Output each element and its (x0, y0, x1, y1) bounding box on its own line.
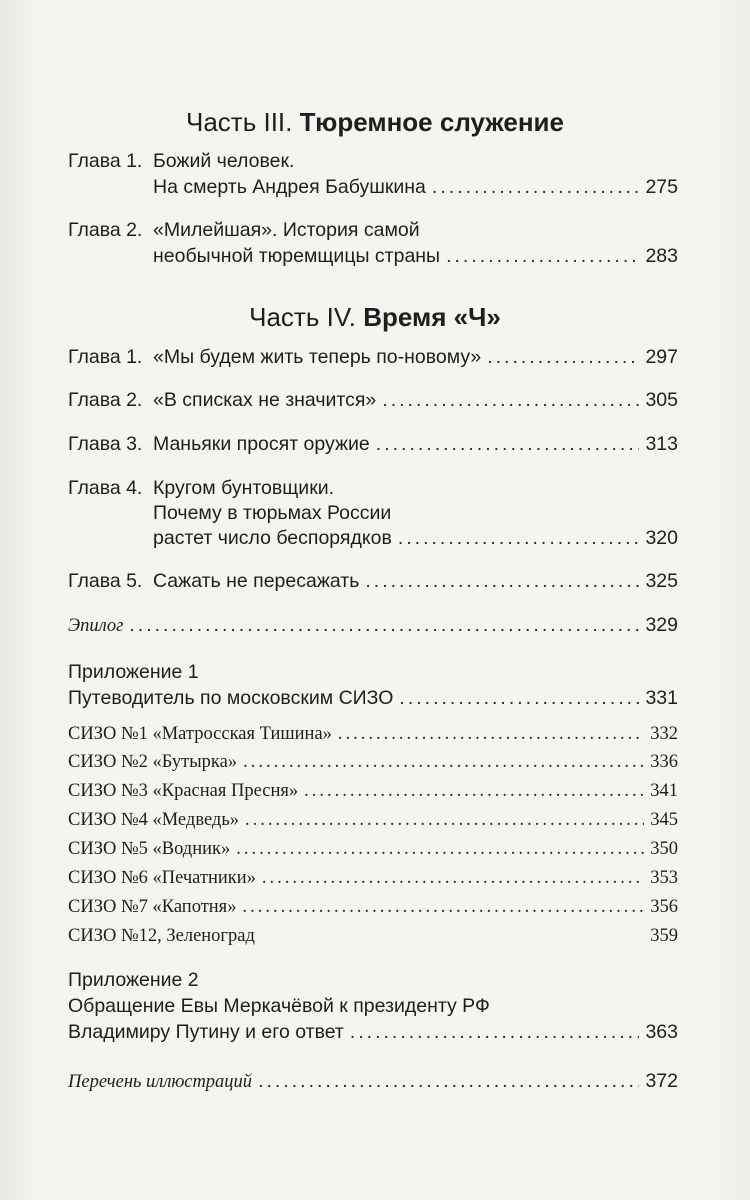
toc-entry-sizo[interactable] (68, 836, 678, 862)
toc-entry-text: Перечень иллюстраций (68, 1072, 253, 1092)
toc-entry-text: СИЗО №1 «Матросская Тишина» (68, 724, 332, 744)
toc-entry-text: СИЗО №7 «Капотня» (68, 897, 237, 917)
toc-entry-epilogue[interactable] (68, 612, 678, 638)
toc-entry-sizo[interactable] (68, 865, 678, 891)
leader-dots (376, 431, 640, 457)
leader-dots (446, 243, 639, 269)
toc-entry-text: Эпилог (68, 616, 124, 636)
part-3-prefix: Часть III. (186, 107, 293, 137)
toc-page-number: 305 (645, 389, 678, 411)
part-4-name: Время «Ч» (363, 302, 501, 332)
toc-entry-text: Маньяки просят оружие (153, 433, 370, 455)
toc-entry-text: СИЗО №5 «Водник» (68, 839, 231, 859)
leader-dots (304, 778, 644, 804)
appendix-1-heading: Приложение 1 (68, 661, 199, 683)
toc-chapter-title-line: Божий человек. (153, 150, 295, 172)
toc-chapter-title-line: Кругом бунтовщики. (153, 477, 335, 499)
toc-page-number: 329 (645, 614, 678, 636)
toc-entry-text: Путеводитель по московским СИЗО (68, 687, 394, 709)
toc-entry-sizo[interactable] (68, 807, 678, 833)
toc-entry-text: СИЗО №2 «Бутырка» (68, 752, 238, 772)
toc-entry-text: «Мы будем жить теперь по-новому» (153, 346, 482, 368)
toc-entry[interactable] (68, 568, 678, 594)
part-3-title (0, 106, 750, 138)
toc-chapter-label: Глава 2. (68, 219, 143, 241)
part-3-name: Тюремное служение (299, 107, 564, 137)
toc-page-number: 356 (650, 897, 678, 917)
leader-dots (350, 1019, 640, 1045)
toc-page-number: 345 (650, 810, 678, 830)
toc-entry-text: «В списках не значится» (153, 389, 377, 411)
toc-entry-text: СИЗО №3 «Красная Пресня» (68, 781, 299, 801)
toc-page-number: 331 (645, 687, 678, 709)
toc-chapter-label: Глава 1. (68, 346, 143, 368)
toc-entry-sizo[interactable] (68, 778, 678, 804)
toc-page-number: 372 (645, 1070, 678, 1092)
toc-chapter-label: Глава 2. (68, 389, 143, 411)
part-4-prefix: Часть IV. (249, 302, 357, 332)
toc-page-number: 336 (650, 752, 678, 772)
toc-entry-text: На смерть Андрея Бабушкина (153, 176, 426, 198)
leader-dots (382, 387, 639, 413)
toc-entry-sizo[interactable] (68, 721, 678, 747)
toc-entry-appendix-1[interactable] (68, 685, 678, 711)
appendix-2-title-line: Обращение Евы Меркачёвой к президенту РФ (68, 995, 490, 1017)
toc-page-number: 359 (650, 926, 678, 946)
toc-entry-sizo[interactable] (68, 923, 678, 949)
toc-entry-text: растет число беспорядков (153, 527, 392, 549)
toc-entry-text: Сажать не пересажать (153, 570, 360, 592)
toc-entry[interactable] (68, 525, 678, 551)
toc-entry[interactable] (68, 344, 678, 370)
toc-page-number: 325 (645, 570, 678, 592)
toc-page-number: 341 (650, 781, 678, 801)
leader-dots (262, 865, 644, 891)
toc-chapter-title-line: Почему в тюрьмах России (153, 502, 392, 524)
toc-entry[interactable] (68, 243, 678, 269)
toc-page-number: 283 (645, 245, 678, 267)
toc-entry[interactable] (68, 174, 678, 200)
leader-dots (236, 836, 644, 862)
toc-page-number: 275 (645, 176, 678, 198)
leader-dots (243, 749, 644, 775)
toc-page-number: 297 (645, 346, 678, 368)
toc-entry-text: Владимиру Путину и его ответ (68, 1021, 344, 1043)
toc-page-number: 363 (645, 1021, 678, 1043)
toc-entry-text: СИЗО №4 «Медведь» (68, 810, 240, 830)
leader-dots (258, 1068, 639, 1094)
toc-chapter-label: Глава 1. (68, 150, 143, 172)
part-4-title (0, 301, 750, 333)
leader-dots (242, 894, 644, 920)
toc-entry-illustrations[interactable] (68, 1068, 678, 1094)
leader-dots (398, 525, 640, 551)
leader-dots (245, 807, 644, 833)
leader-dots (129, 612, 639, 638)
toc-entry-sizo[interactable] (68, 894, 678, 920)
toc-chapter-title-line: «Милейшая». История самой (153, 219, 420, 241)
toc-chapter-label: Глава 3. (68, 433, 143, 455)
leader-dots (487, 344, 639, 370)
leader-dots (338, 721, 644, 747)
toc-chapter-label: Глава 5. (68, 570, 143, 592)
toc-entry-appendix-2[interactable] (68, 1019, 678, 1045)
toc-page-number: 350 (650, 839, 678, 859)
toc-entry-text: СИЗО №12, Зеленоград (68, 926, 255, 946)
leader-dots (432, 174, 640, 200)
toc-entry-text: необычной тюремщицы страны (153, 245, 441, 267)
toc-page-number: 332 (650, 724, 678, 744)
toc-page-number: 353 (650, 868, 678, 888)
toc-page-number: 313 (645, 433, 678, 455)
leader-dots (399, 685, 639, 711)
toc-entry-text: СИЗО №6 «Печатники» (68, 868, 256, 888)
toc-page-number: 320 (645, 527, 678, 549)
leader-dots (365, 568, 639, 594)
appendix-2-heading: Приложение 2 (68, 969, 199, 991)
toc-chapter-label: Глава 4. (68, 477, 143, 499)
toc-entry[interactable] (68, 387, 678, 413)
toc-entry-sizo[interactable] (68, 749, 678, 775)
toc-entry[interactable] (68, 431, 678, 457)
